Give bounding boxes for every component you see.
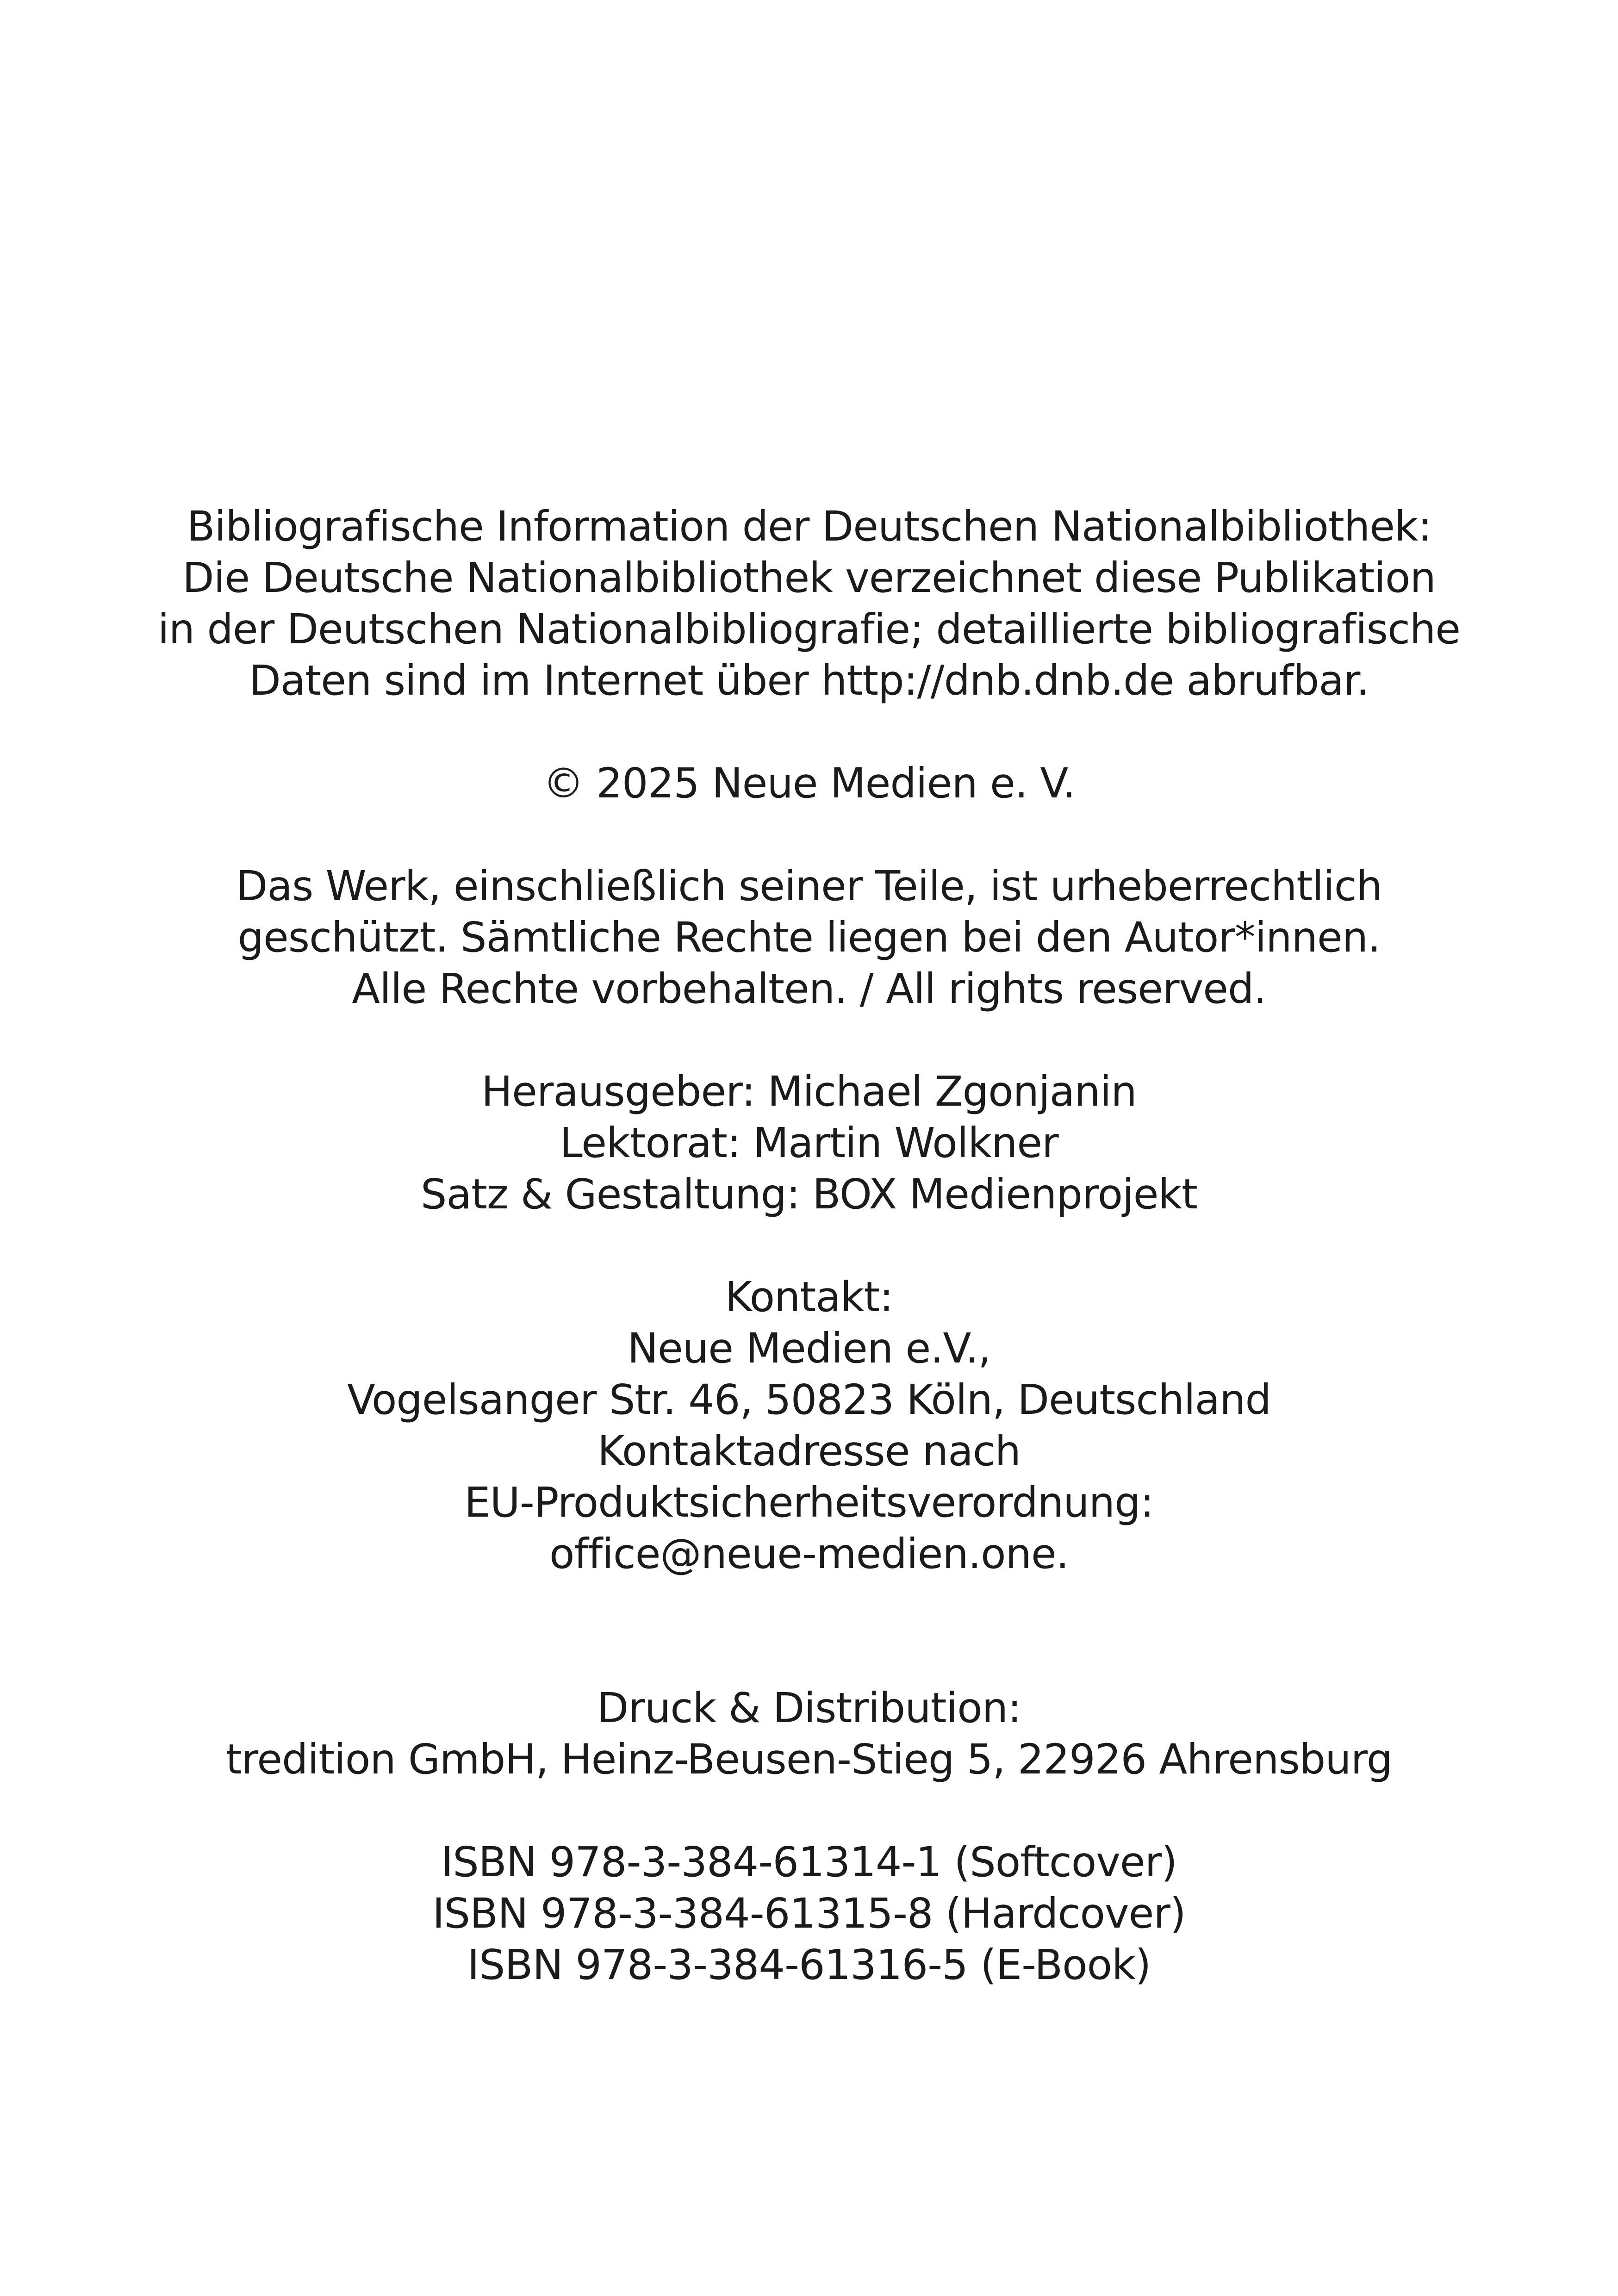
- rights-line: Das Werk, einschließlich seiner Teile, ist urheberrechtlich: [236, 862, 1382, 910]
- imprint-page: [0, 501, 1618, 1991]
- spacer: [0, 1580, 1618, 1682]
- credits-line: Satz & Gestaltung: BOX Medienprojekt: [421, 1170, 1197, 1218]
- distribution-heading: Druck & Distribution:: [597, 1684, 1021, 1732]
- spacer: [0, 1220, 1618, 1271]
- bibliographic-line: Die Deutsche Nationalbibliothek verzeichnet diese Publikation: [182, 554, 1436, 602]
- rights-line: geschützt. Sämtliche Rechte liegen bei den Autor*innen.: [237, 913, 1381, 961]
- credits-line: Herausgeber: Michael Zgonjanin: [481, 1067, 1137, 1115]
- contact-email: office@neue-medien.one.: [549, 1530, 1069, 1578]
- contact-heading: Kontakt:: [725, 1273, 893, 1321]
- contact-line: EU-Produktsicherheitsverordnung:: [464, 1478, 1154, 1526]
- bibliographic-info: [0, 501, 1618, 706]
- copyright-notice: [0, 758, 1618, 809]
- distribution-line: tredition GmbH, Heinz-Beusen-Stieg 5, 22926 Ahrensburg: [225, 1735, 1393, 1783]
- bibliographic-line: Daten sind im Internet über http://dnb.dnb.de abrufbar.: [249, 656, 1369, 704]
- contact-line: Vogelsanger Str. 46, 50823 Köln, Deutschland: [347, 1375, 1271, 1424]
- rights-line: Alle Rechte vorbehalten. / All rights reserved.: [352, 964, 1266, 1013]
- isbn-list: [0, 1836, 1618, 1991]
- isbn-hardcover: ISBN 978-3-384-61315-8 (Hardcover): [432, 1889, 1186, 1937]
- contact-line: Neue Medien e.V.,: [627, 1324, 991, 1372]
- bibliographic-line: Bibliografische Information der Deutschen Nationalbibliothek:: [187, 502, 1431, 550]
- spacer: [0, 1785, 1618, 1836]
- bibliographic-line: in der Deutschen Nationalbibliografie; detaillierte bibliografische: [157, 605, 1461, 653]
- contact-line: Kontaktadresse nach: [597, 1427, 1021, 1475]
- contact-info: [0, 1271, 1618, 1580]
- credits-line: Lektorat: Martin Wolkner: [560, 1119, 1058, 1167]
- isbn-softcover: ISBN 978-3-384-61314-1 (Softcover): [441, 1838, 1177, 1886]
- rights-notice: [0, 860, 1618, 1014]
- isbn-ebook: ISBN 978-3-384-61316-5 (E-Book): [467, 1941, 1151, 1989]
- spacer: [0, 1014, 1618, 1066]
- distribution-info: [0, 1682, 1618, 1785]
- copyright-line: © 2025 Neue Medien e. V.: [542, 759, 1076, 807]
- spacer: [0, 706, 1618, 758]
- spacer: [0, 809, 1618, 860]
- credits: [0, 1066, 1618, 1220]
